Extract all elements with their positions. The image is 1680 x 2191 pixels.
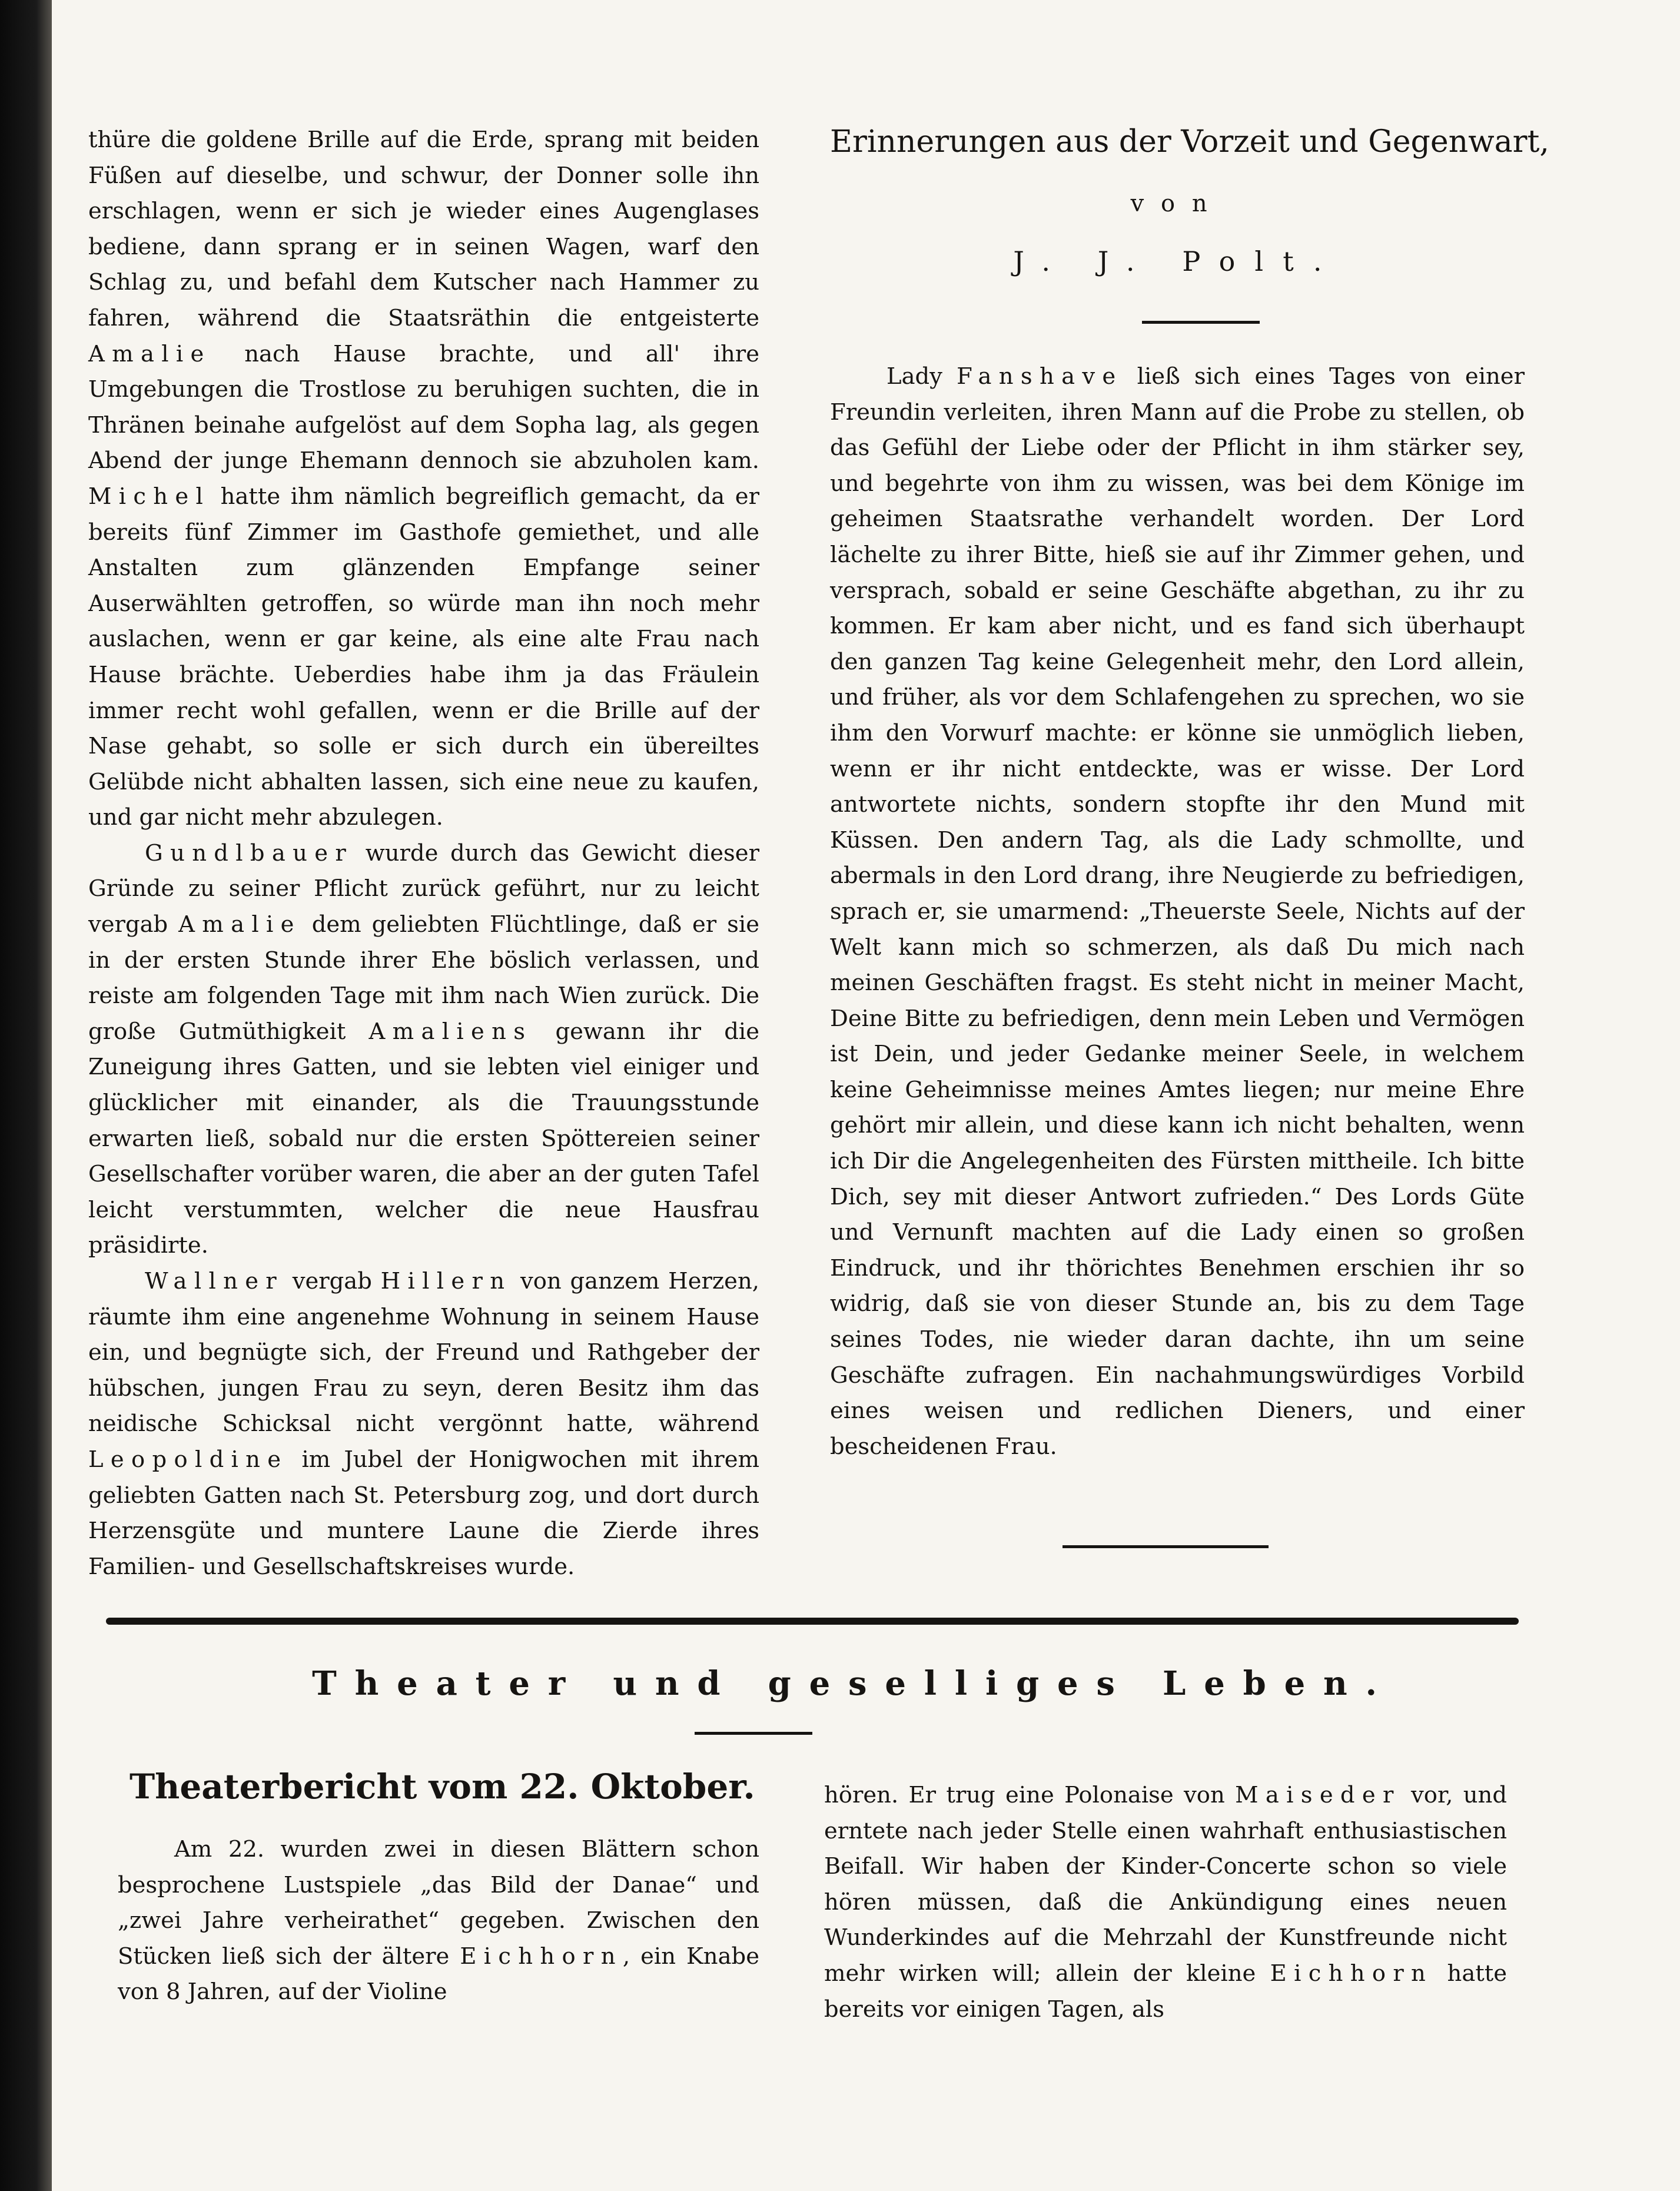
report-paragraph-right: hören. Er trug eine Polonaise von Maiseder vor, und erntete nach jeder Stelle einen wahrhaft enthusiastischen Beifall. Wir haben der Kinder-Concerte schon so viele hören müssen, daß die Ankündigung eines neuen Wunderkindes auf die Mehrzahl der Kunstfreunde nicht mehr wirken will; allein der kleine Eichhorn hatte bereits vor einigen Tagen, als xyxy=(824,1782,1507,2023)
person-name-hillern: Hillern xyxy=(380,1268,512,1294)
article-author: J. J. Polt. xyxy=(1013,245,1342,277)
book-spine-shadow xyxy=(0,0,52,2191)
person-name-eichhorn: Eichhorn xyxy=(460,1943,623,1970)
person-name-eichhorn: Eichhorn xyxy=(1270,1960,1433,1987)
article-title: Erinnerungen aus der Vorzeit und Gegenwart, xyxy=(830,124,1549,160)
report-paragraph-left: Am 22. wurden zwei in diesen Blättern schon besprochene Lustspiele „das Bild der Danae“ und „zwei Jahre verheirathet“ gegeben. Zwischen den Stücken ließ sich der ältere Eichhorn, ein Knabe von 8 Jahren, auf der Violine xyxy=(118,1836,759,2006)
right-column xyxy=(830,359,1525,1528)
section-divider-rule xyxy=(106,1618,1519,1625)
report-title: Theaterbericht vom 22. Oktober. xyxy=(130,1767,755,1807)
person-name-leopoldine: Leopoldine xyxy=(88,1446,288,1473)
section-title: Theater und geselliges Leben. xyxy=(312,1664,1395,1703)
report-left-column xyxy=(118,1832,759,2006)
left-paragraph-1: thüre die goldene Brille auf die Erde, sprang mit beiden Füßen auf dieselbe, und schwur, der Donner solle ihn erschlagen, wenn er sich je wieder eines Augenglases bediene, dann sprang er in seinen Wagen, warf den Schlag zu, und befahl dem Kutscher nach Hammer zu fahren, während die Staatsräthin die entgeisterte Amalie nach Hause brachte, und all' ihre Umgebungen die Trostlose zu beruhigen suchten, die in Thränen beinahe aufgelöst auf dem Sopha lag, als gegen Abend der junge Ehemann dennoch sie abzuholen kam. Michel hatte ihm nämlich begreiflich gemacht, da er bereits fünf Zimmer im Gasthofe gemiethet, und alle Anstalten zum glänzenden Empfange seiner Auserwählten getroffen, so würde man ihn noch mehr auslachen, wenn er gar keine, als eine alte Frau nach Hause brächte. Ueberdies habe ihm ja das Fräulein immer recht wohl gefallen, wenn er die Brille auf der Nase gehabt, so solle er sich durch ein übereiltes Gelübde nicht abhalten lassen, sich eine neue zu kaufen, und gar nicht mehr abzulegen. xyxy=(88,127,759,831)
left-column xyxy=(88,122,759,1582)
person-name-wallner: Wallner xyxy=(145,1268,284,1294)
section-title-underline xyxy=(695,1732,812,1735)
article-end-divider xyxy=(1063,1545,1269,1548)
person-name-amaliens: Amaliens xyxy=(368,1018,533,1045)
person-name-maiseder: Maiseder xyxy=(1235,1782,1401,1808)
left-paragraph-3: Wallner vergab Hillern von ganzem Herzen, räumte ihm eine angenehme Wohnung in seinem Hause ein, und begnügte sich, der Freund und Rathgeber der hübschen, jungen Frau zu seyn, deren Besitz ihm das neidische Schicksal nicht vergönnt hatte, während Leopoldine im Jubel der Honigwochen mit ihrem geliebten Gatten nach St. Petersburg zog, und dort durch Herzensgüte und muntere Laune die Zierde ihres Familien- und Gesellschaftskreises wurde. xyxy=(88,1268,759,1580)
left-paragraph-2: Gundlbauer wurde durch das Gewicht dieser Gründe zu seiner Pflicht zurück geführt, nur zu leicht vergab Amalie dem geliebten Flüchtlinge, daß er sie in der ersten Stunde ihrer Ehe böslich verlassen, und reiste am folgenden Tage mit ihm nach Wien zurück. Die große Gutmüthigkeit Amaliens gewann ihr die Zuneigung ihres Gatten, und sie lebten viel einiger und glücklicher mit einander, als die Trauungsstunde erwarten ließ, sobald nur die ersten Spöttereien seiner Gesellschafter vorüber waren, die aber an der guten Tafel leicht verstummten, welcher die neue Hausfrau präsidirte. xyxy=(88,839,759,1259)
article-body: Lady Fanshave ließ sich eines Tages von einer Freundin verleiten, ihren Mann auf die Probe zu stellen, ob das Gefühl der Liebe oder der Pflicht in ihm stärker sey, und begehrte von ihm zu wissen, was bei dem Könige im geheimen Staatsrathe verhandelt worden. Der Lord lächelte zu ihrer Bitte, hieß sie auf ihr Zimmer gehen, und versprach, sobald er seine Geschäfte abgethan, zu ihr zu kommen. Er kam aber nicht, und es fand sich überhaupt den ganzen Tag keine Gelegenheit mehr, den Lord allein, und früher, als vor dem Schlafengehen zu sprechen, wo sie ihm den Vorwurf machte: er könne sie unmöglich lieben, wenn er ihr nicht entdeckte, was er wisse. Der Lord antwortete nichts, sondern stopfte ihr den Mund mit Küssen. Den andern Tag, als die Lady schmollte, und abermals in den Lord drang, ihre Neugierde zu befriedigen, sprach er, sie umarmend: „Theuerste Seele, Nichts auf der Welt kann mich so schmerzen, als daß Du mich nach meinen Geschäften fragst. Es steht nicht in meiner Macht, Deine Bitte zu befriedigen, denn mein Leben und Vermögen ist Dein, und jeder Gedanke meiner Seele, in welchem keine Geheimnisse meines Amtes liegen; nur meine Ehre gehört mir allein, und diese kann ich nicht behalten, wenn ich Dir die Angelegenheiten des Fürsten mittheile. Ich bitte Dich, sey mit dieser Antwort zufrieden.“ Des Lords Güte und Vernunft machten auf die Lady einen so großen Eindruck, und ihr thörichtes Benehmen erschien ihr so widrig, daß sie von dieser Stunde an, bis zu dem Tage seines Todes, nie wieder daran dachte, ihn um seine Geschäfte zufragen. Ein nachahmungswürdiges Vorbild eines weisen und redlichen Dieners, und einer bescheidenen Frau. xyxy=(830,363,1525,1460)
article-title-divider xyxy=(1142,321,1260,324)
report-right-column xyxy=(824,1778,1507,2025)
person-name-amalie: Amalie xyxy=(88,340,211,367)
person-name-gundlbauer: Gundlbauer xyxy=(145,839,354,867)
person-name-michel: Michel xyxy=(88,483,211,510)
person-name-fanshave: Fanshave xyxy=(957,363,1123,390)
person-name-amalie: Amalie xyxy=(178,911,301,938)
article-byline: von xyxy=(1130,190,1224,217)
